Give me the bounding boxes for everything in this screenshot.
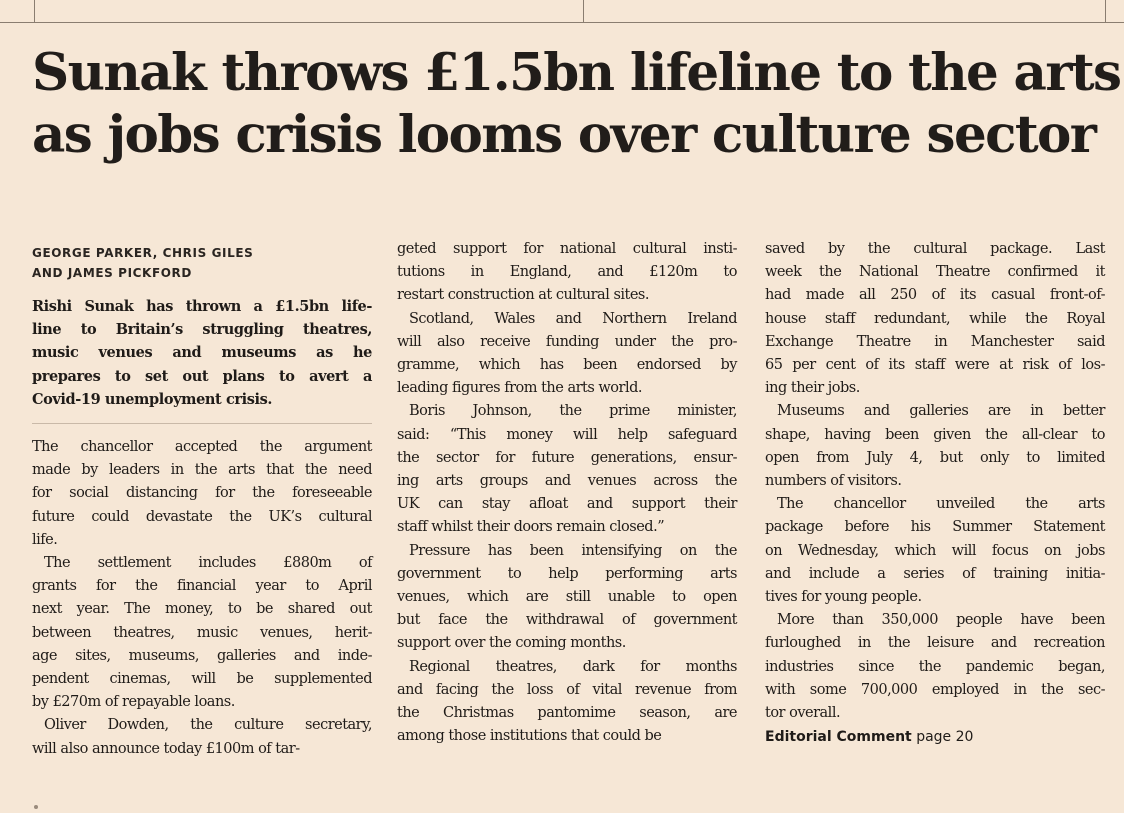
divider (32, 423, 372, 424)
column-3 (765, 238, 1105, 749)
text-line: by £270m of repayable loans. (32, 694, 235, 711)
text-line: life. (32, 531, 58, 548)
text-line: The chancellor unveiled the arts (777, 496, 1105, 513)
text-line: restart construction at cultural sites. (397, 287, 649, 304)
column-tick (34, 0, 35, 22)
text-line: ing arts groups and venues across the (397, 473, 737, 490)
text-line: industries since the pandemic began, (765, 658, 1105, 675)
text-line: among those institutions that could be (397, 728, 662, 745)
column-2-body (397, 238, 737, 748)
print-mark (34, 805, 38, 809)
text-line: between theatres, music venues, herit- (32, 624, 372, 641)
editorial-comment-label: Editorial Comment (765, 729, 912, 746)
text-line: Rishi Sunak has thrown a £1.5bn life- (32, 298, 372, 315)
text-line: grants for the financial year to April (32, 578, 372, 595)
text-line: Scotland, Wales and Northern Ireland (409, 310, 737, 327)
editorial-comment-page: page 20 (916, 729, 974, 746)
text-line: More than 350,000 people have been (777, 612, 1105, 629)
paragraph (765, 493, 1105, 609)
column-tick (583, 0, 584, 22)
text-line: Pressure has been intensifying on the (409, 542, 737, 559)
column-3-body (765, 238, 1105, 725)
paragraph (397, 400, 737, 539)
paragraph (32, 552, 372, 714)
text-line: will also receive funding under the pro- (397, 333, 737, 350)
text-line: Regional theatres, dark for months (409, 658, 737, 675)
text-line: Museums and galleries are in better (777, 403, 1105, 420)
text-line: next year. The money, to be shared out (32, 601, 372, 618)
headline-line-2: as jobs crisis looms over culture sector (32, 105, 1096, 165)
text-line: pendent cinemas, will be supplemented (32, 671, 372, 688)
text-line: on Wednesday, which will focus on jobs (765, 542, 1105, 559)
text-line: made by leaders in the arts that the need (32, 462, 372, 479)
headline (32, 42, 1121, 166)
text-line: gramme, which has been endorsed by (397, 357, 737, 374)
text-line: with some 700,000 employed in the sec- (765, 681, 1105, 698)
text-line: furloughed in the leisure and recreation (765, 635, 1105, 652)
text-line: Oliver Dowden, the culture secretary, (44, 717, 372, 734)
text-line: 65 per cent of its staff were at risk of los- (765, 357, 1105, 374)
text-line: Exchange Theatre in Manchester said (765, 333, 1105, 350)
editorial-comment-ref (765, 726, 1105, 749)
text-line: and facing the loss of vital revenue from (397, 681, 737, 698)
column-1 (32, 238, 372, 761)
text-line: venues, which are still unable to open (397, 589, 737, 606)
text-line: package before his Summer Statement (765, 519, 1105, 536)
paragraph (765, 238, 1105, 400)
text-line: said: “This money will help safeguard (397, 426, 737, 443)
paragraph (765, 609, 1105, 725)
text-line: The chancellor accepted the argument (32, 439, 372, 456)
text-line: had made all 250 of its casual front-of- (765, 287, 1105, 304)
text-line: The settlement includes £880m of (44, 555, 372, 572)
text-line: will also announce today £100m of tar- (32, 740, 300, 757)
column-tick (1105, 0, 1106, 22)
text-line: open from July 4, but only to limited (765, 449, 1105, 466)
text-line: UK can stay afloat and support their (397, 496, 737, 513)
text-line: geted support for national cultural insti- (397, 241, 737, 257)
top-rule (0, 22, 1124, 23)
text-line: tives for young people. (765, 589, 922, 606)
column-2 (397, 238, 737, 748)
text-line: and include a series of training initia- (765, 565, 1105, 582)
headline-line-1: Sunak throws £1.5bn lifeline to the arts (32, 43, 1121, 103)
text-line: tutions in England, and £120m to (397, 264, 737, 281)
text-line: line to Britain’s struggling theatres, (32, 321, 372, 339)
paragraph (397, 308, 737, 401)
byline-line-2: AND JAMES PICKFORD (32, 266, 192, 280)
text-line: leading figures from the arts world. (397, 380, 642, 397)
byline-line-1: GEORGE PARKER, CHRIS GILES (32, 246, 254, 260)
text-line: saved by the cultural package. Last (765, 241, 1105, 257)
text-line: the sector for future generations, ensur- (397, 449, 737, 466)
paragraph (397, 656, 737, 749)
text-line: tor overall. (765, 705, 841, 722)
byline (32, 243, 372, 283)
text-line: week the National Theatre confirmed it (765, 264, 1105, 281)
text-line: the Christmas pantomime season, are (397, 705, 737, 722)
text-line: house staff redundant, while the Royal (765, 310, 1105, 327)
text-line: age sites, museums, galleries and inde- (32, 647, 372, 664)
text-line: support over the coming months. (397, 635, 626, 652)
column-1-body (32, 436, 372, 761)
text-line: staff whilst their doors remain closed.” (397, 519, 665, 536)
paragraph (32, 714, 372, 760)
text-line: ing their jobs. (765, 380, 860, 397)
text-line: prepares to set out plans to avert a (32, 367, 372, 385)
text-line: future could devastate the UK’s cultural (32, 508, 372, 525)
text-line: Covid-19 unemployment crisis. (32, 390, 273, 408)
text-line: music venues and museums as he (32, 344, 372, 362)
paragraph (32, 436, 372, 552)
text-line: numbers of visitors. (765, 473, 902, 490)
paragraph (397, 238, 737, 308)
text-line: for social distancing for the foreseeable (32, 485, 372, 502)
paragraph (397, 540, 737, 656)
text-line: shape, having been given the all-clear to (765, 426, 1105, 443)
text-line: but face the withdrawal of government (397, 612, 737, 629)
lede-paragraph (32, 295, 372, 411)
text-line: Boris Johnson, the prime minister, (409, 403, 737, 420)
paragraph (765, 400, 1105, 493)
text-line: government to help performing arts (397, 565, 737, 582)
